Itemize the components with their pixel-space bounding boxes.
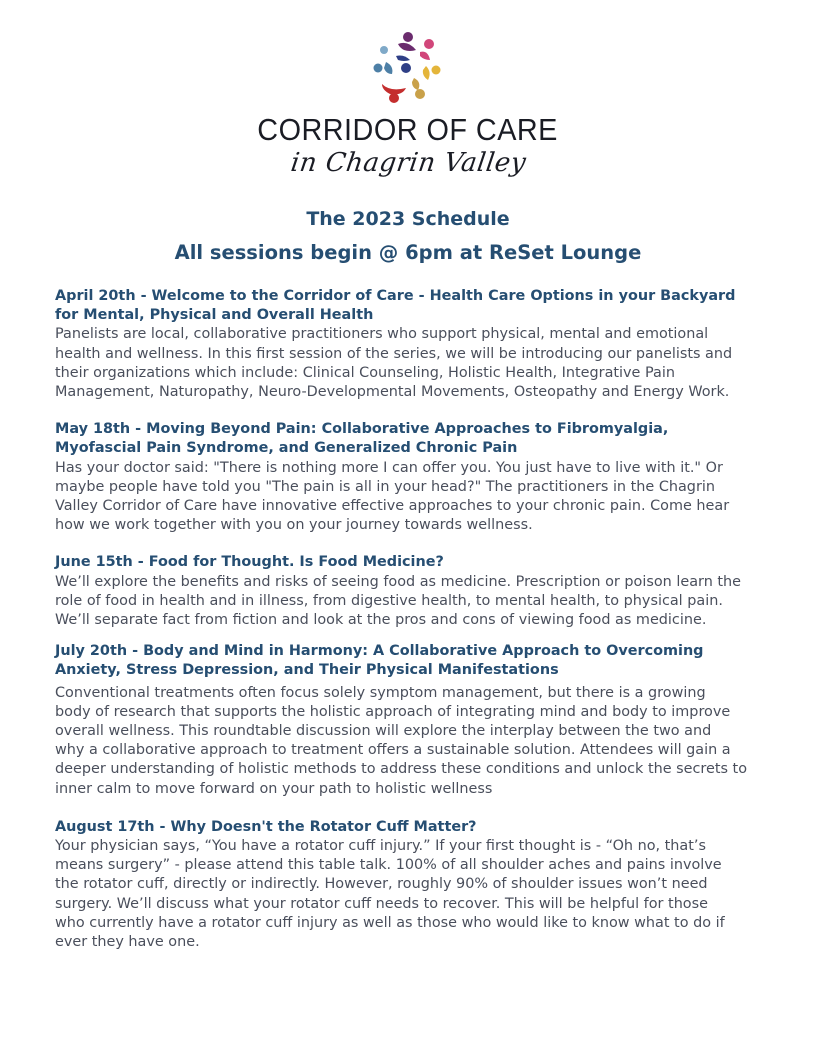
session-description: We’ll explore the benefits and risks of seeing food as medicine. Prescription or poison learn the role of food in health and in illness, from digestive health, to mental health, to physical pain. We’ll separate fact from fiction and look at the pros and cons of viewing food as medicine. <box>55 573 742 629</box>
session-description: Has your doctor said: "There is nothing more I can offer you. You just have to live with it." Or maybe people have told you "The pain is all in your head?" The practitioners in the Chagrin Valley Corridor of Care have innovative effective approaches to your chronic pain. Come hear how we work together with you on your journey towards wellness. <box>55 459 730 534</box>
corridor-of-care-logo-icon <box>368 28 448 108</box>
session-title: August 17th - Why Doesn't the Rotator Cuff Matter? <box>55 818 477 835</box>
session-item <box>55 287 767 402</box>
logo-title: CORRIDOR OF CARE <box>257 112 559 147</box>
session-list <box>55 287 767 952</box>
logo <box>0 28 816 178</box>
session-item <box>55 818 767 952</box>
session-description: Your physician says, “You have a rotator cuff injury.” If your first thought is - “Oh no, that’s means surgery” - please attend this table talk. 100% of all shoulder aches and pains involve the rotator cuff, directly or indirectly. However, roughly 90% of shoulder issues won’t need surgery. We’ll discuss what your rotator cuff needs to recover. This will be helpful for those who currently have a rotator cuff injury as well as those who would like to know what to do if ever they have one. <box>55 838 725 951</box>
session-description: Panelists are local, collaborative practitioners who support physical, mental and emotional health and wellness. In this first session of the series, we will be introducing our panelists and their organizations which include: Clinical Counseling, Holistic Health, Integrative Pain Management, Naturopathy, Neuro-Developmental Movements, Osteopathy and Energy Work. <box>55 326 733 401</box>
session-item <box>55 553 767 630</box>
session-item <box>55 420 767 535</box>
sessions-time-heading: All sessions begin @ 6pm at ReSet Lounge <box>174 241 642 264</box>
session-description: Conventional treatments often focus solely symptom management, but there is a growing body of research that supports the holistic approach of integrating mind and body to improve overall wellness. This roundtable discussion will explore the interplay between the two and why a collaborative approach to treatment offers a sustainable solution. Attendees will gain a deeper understanding of holistic methods to address these conditions and unlock the secrets to inner calm to move forward on your path to holistic wellness <box>55 684 748 797</box>
schedule-heading: The 2023 Schedule <box>306 208 510 230</box>
session-item <box>55 642 767 799</box>
session-title: April 20th - Welcome to the Corridor of Care - Health Care Options in your Backyard for Mental, Physical and Overall Health <box>55 288 736 324</box>
session-title: June 15th - Food for Thought. Is Food Medicine? <box>55 554 444 571</box>
session-title: May 18th - Moving Beyond Pain: Collaborative Approaches to Fibromyalgia, Myofascial Pain Syndrome, and Generalized Chronic Pain <box>55 421 669 457</box>
session-title: July 20th - Body and Mind in Harmony: A Collaborative Approach to Overcoming Anxiety, Stress Depression, and Their Physical Manifestations <box>55 643 704 679</box>
logo-subtitle: in Chagrin Valley <box>288 148 528 178</box>
